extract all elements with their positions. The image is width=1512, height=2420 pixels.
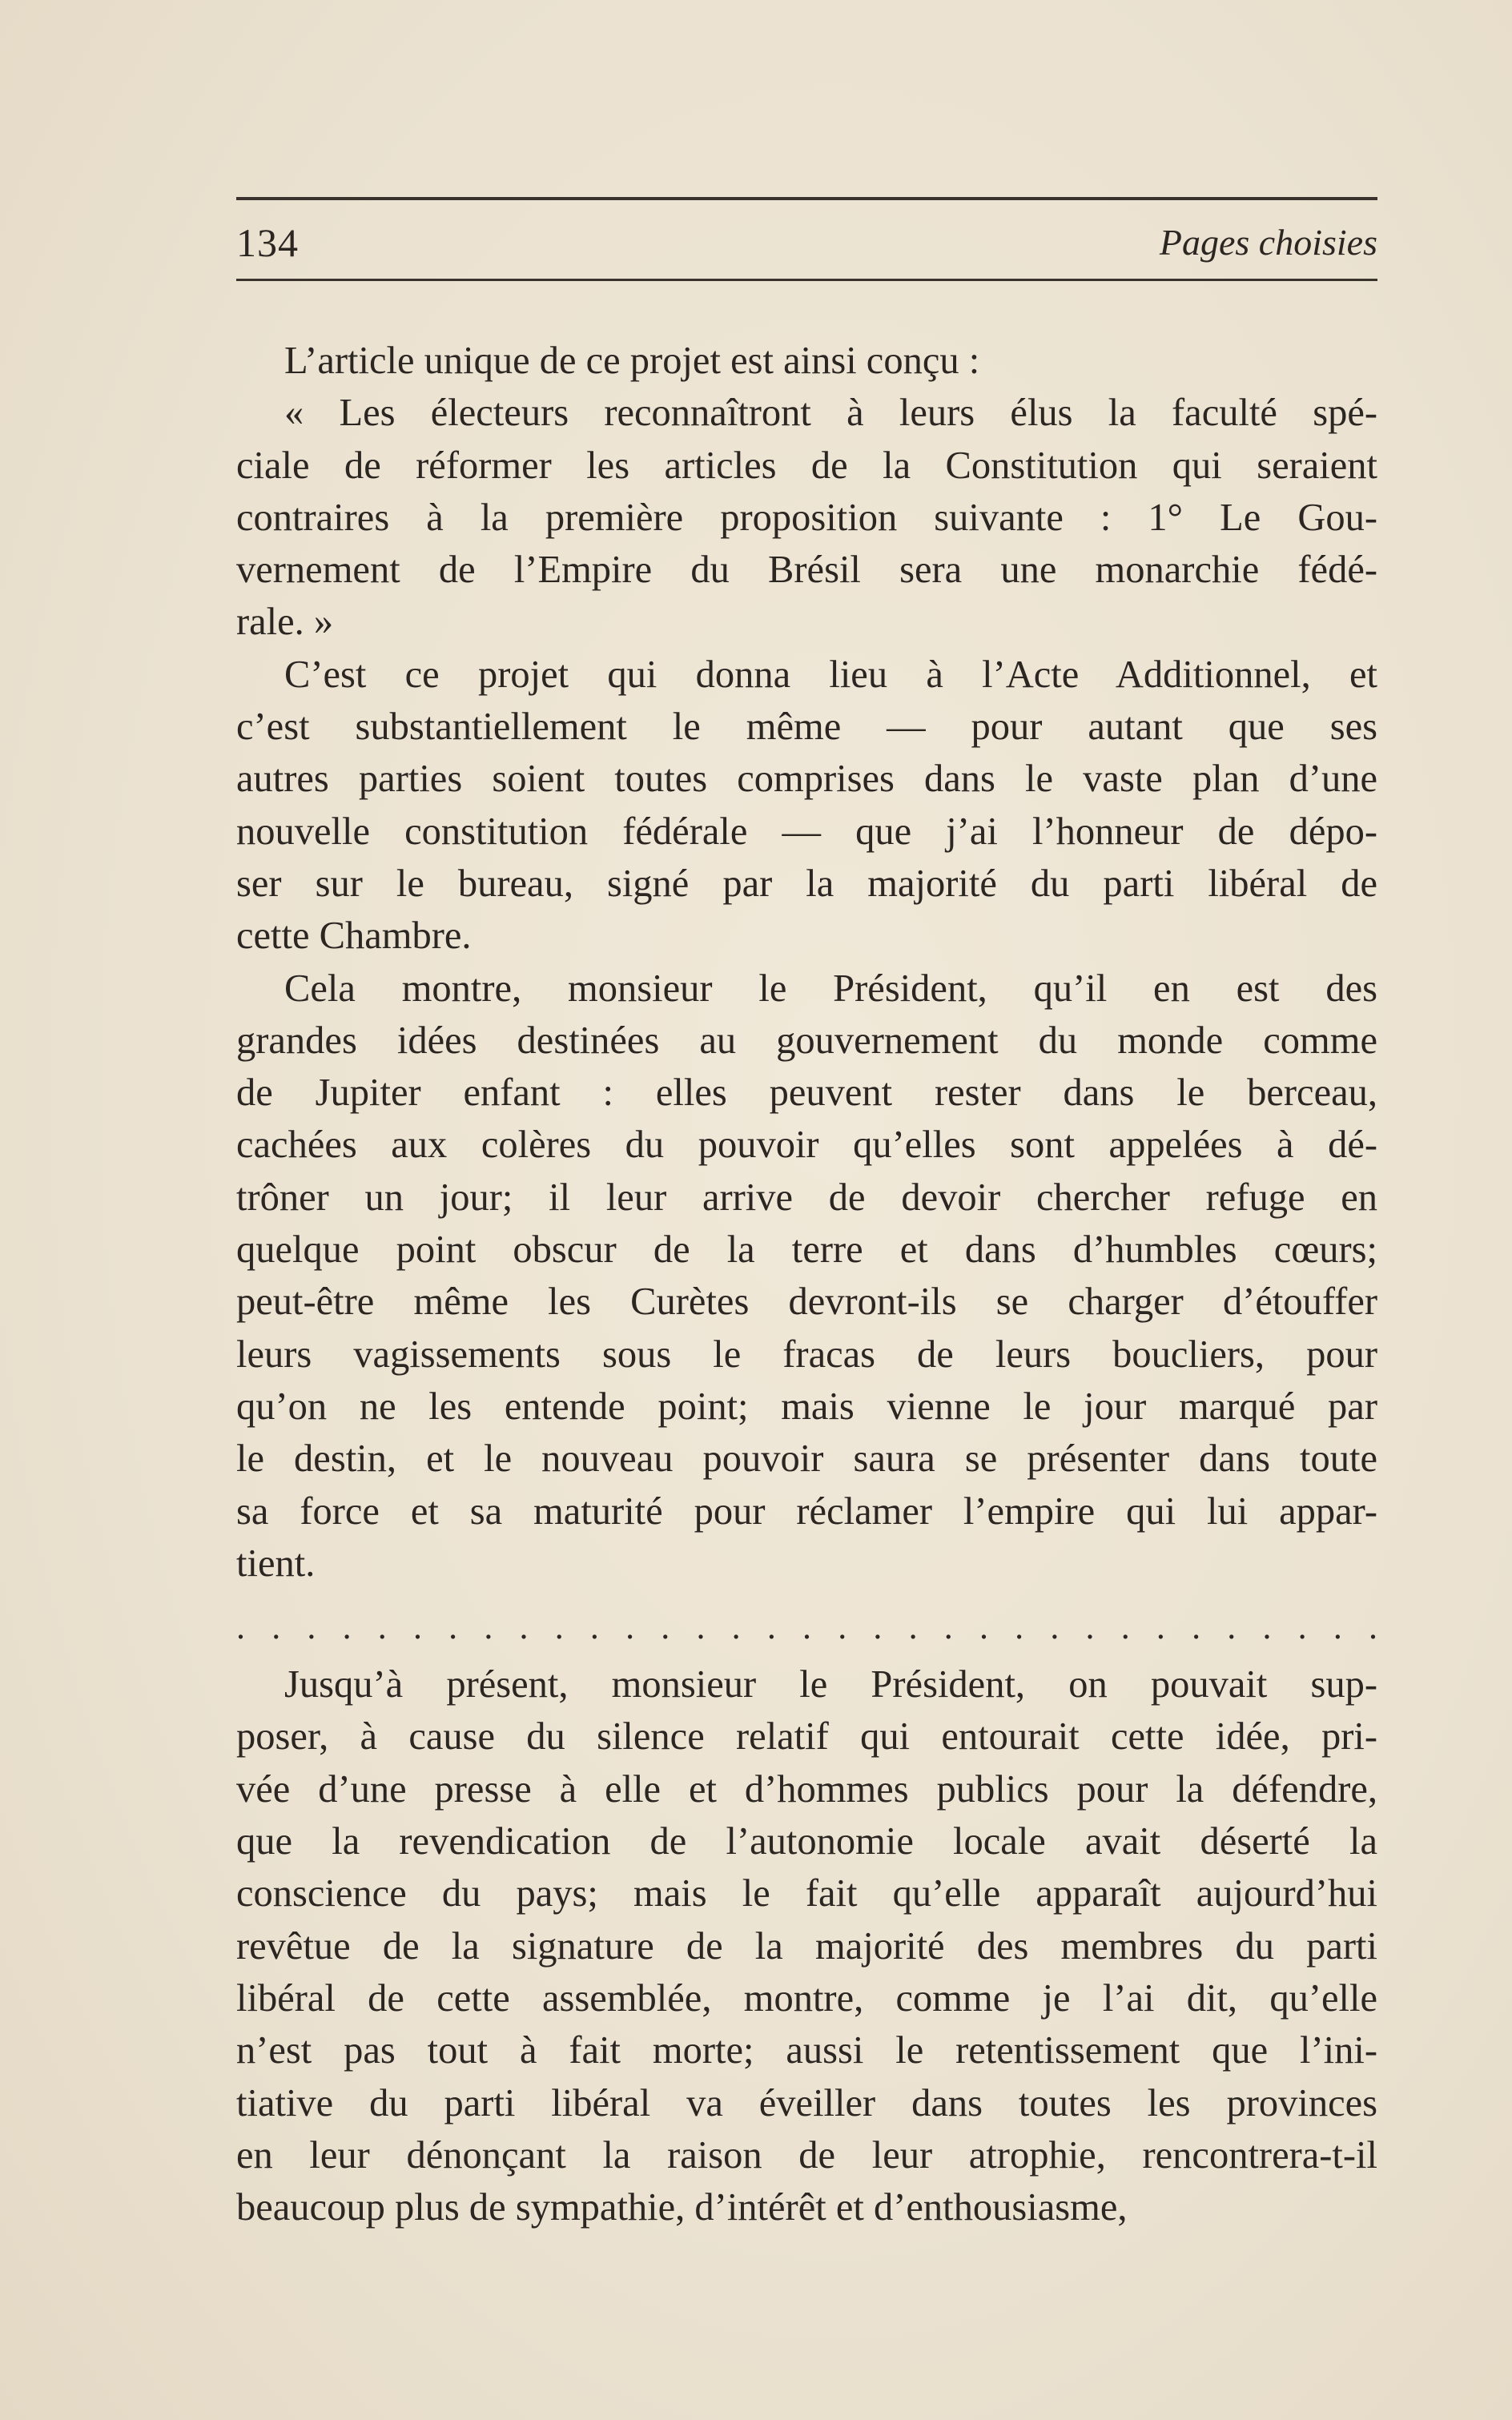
page-body	[236, 335, 1377, 2233]
text-line: rale. »	[236, 601, 334, 644]
text-line: de Jupiter enfant : elles peuvent rester dans le berceau,	[236, 1071, 1377, 1115]
text-line: poser, à cause du silence relatif qui entourait cette idée, pri-	[236, 1715, 1377, 1759]
paragraph	[236, 649, 1377, 963]
paragraph	[236, 963, 1377, 1590]
text-line: c’est substantiellement le même — pour autant que ses	[236, 705, 1377, 749]
text-line: vernement de l’Empire du Brésil sera une monarchie fédé-	[236, 549, 1377, 592]
page-number: 134	[236, 220, 299, 265]
text-line: qu’on ne les entende point; mais vienne le jour marqué par	[236, 1385, 1377, 1428]
paragraph	[236, 335, 1377, 387]
text-line: ser sur le bureau, signé par la majorité du parti libéral de	[236, 862, 1377, 905]
paragraph	[236, 1658, 1377, 2233]
text-line: cette Chambre.	[236, 915, 472, 958]
text-line: trôner un jour; il leur arrive de devoir chercher refuge en	[236, 1176, 1377, 1219]
text-line: revêtue de la signature de la majorité des membres du parti	[236, 1924, 1377, 1968]
text-line: en leur dénonçant la raison de leur atrophie, rencontrera-t-il	[236, 2133, 1377, 2177]
text-block-1	[236, 335, 1377, 1590]
text-line: « Les électeurs reconnaîtront à leurs élus la faculté spé-	[284, 392, 1377, 435]
text-line: beaucoup plus de sympathie, d’intérêt et d’enthousiasme,	[236, 2186, 1128, 2229]
text-line: libéral de cette assemblée, montre, comme je l’ai dit, qu’elle	[236, 1976, 1377, 2020]
text-line: le destin, et le nouveau pouvoir saura se présenter dans toute	[236, 1437, 1377, 1481]
text-line: autres parties soient toutes comprises dans le vaste plan d’une	[236, 758, 1377, 801]
text-line: sa force et sa maturité pour réclamer l’empire qui lui appar-	[236, 1489, 1377, 1533]
text-line: tient.	[236, 1542, 316, 1585]
text-line: que la revendication de l’autonomie locale avait déserté la	[236, 1820, 1377, 1863]
text-line: vée d’une presse à elle et d’hommes publics pour la défendre,	[236, 1767, 1377, 1811]
header-top-rule	[236, 197, 1377, 200]
paragraph	[236, 387, 1377, 648]
text-line: L’article unique de ce projet est ainsi conçu :	[284, 340, 980, 382]
text-line: cachées aux colères du pouvoir qu’elles sont appelées à dé-	[236, 1124, 1377, 1167]
text-line: grandes idées destinées au gouvernement du monde comme	[236, 1019, 1377, 1062]
text-line: nouvelle constitution fédérale — que j’ai l’honneur de dépo-	[236, 810, 1377, 853]
text-line: tiative du parti libéral va éveiller dans toutes les provinces	[236, 2081, 1377, 2125]
page-header	[236, 215, 1377, 271]
text-line: conscience du pays; mais le fait qu’elle apparaît aujourd’hui	[236, 1872, 1377, 1915]
text-line: C’est ce projet qui donna lieu à l’Acte Additionnel, et	[284, 653, 1377, 696]
text-line: Cela montre, monsieur le Président, qu’il en est des	[284, 967, 1377, 1010]
text-line: n’est pas tout à fait morte; aussi le retentissement que l’ini-	[236, 2029, 1377, 2072]
text-line: leurs vagissements sous le fracas de leurs boucliers, pour	[236, 1333, 1377, 1376]
ellipsis-separator	[236, 1607, 1377, 1647]
text-line: peut-être même les Curètes devront-ils se charger d’étouffer	[236, 1280, 1377, 1324]
ellipsis-text: . . . . . . . . . . . . . . . . . . . . . . . . . . . . . . . . .	[236, 1607, 1377, 1647]
text-line: ciale de réformer les articles de la Constitution qui seraient	[236, 444, 1377, 487]
running-head: Pages choisies	[1159, 222, 1377, 263]
text-block-2	[236, 1658, 1377, 2233]
header-bottom-rule	[236, 279, 1377, 281]
text-line: contraires à la première proposition suivante : 1° Le Gou-	[236, 496, 1377, 539]
text-line: Jusqu’à présent, monsieur le Président, on pouvait sup-	[284, 1663, 1377, 1706]
text-line: quelque point obscur de la terre et dans d’humbles cœurs;	[236, 1228, 1377, 1272]
